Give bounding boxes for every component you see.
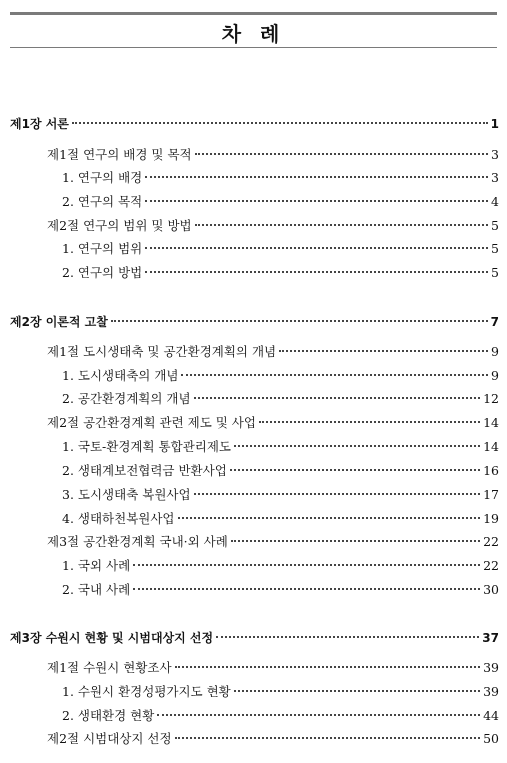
toc-label: 제2절 연구의 범위 및 방법 [47, 218, 192, 233]
toc-page: 22 [483, 558, 499, 573]
toc-subsection[interactable] [62, 263, 499, 281]
toc-subsection[interactable] [62, 461, 499, 479]
dot-leader [279, 350, 488, 352]
toc-page: 4 [491, 194, 499, 209]
toc-label: 제2절 공간환경계획 관련 제도 및 사업 [47, 415, 256, 430]
dot-leader [145, 200, 488, 202]
toc-label: 2. 생태계보전협력금 반환사업 [62, 463, 227, 478]
toc-subsection[interactable] [62, 192, 499, 210]
toc-label: 1. 도시생태축의 개념 [62, 368, 179, 383]
toc-subsection[interactable] [62, 556, 499, 574]
toc-page: 5 [491, 218, 499, 233]
toc-label: 2. 연구의 방법 [62, 265, 143, 280]
toc-section[interactable] [47, 145, 499, 163]
toc-page: 14 [483, 415, 499, 430]
toc-subsection[interactable] [62, 509, 499, 527]
toc-page: 3 [491, 147, 499, 162]
toc-page: 1 [490, 117, 499, 131]
toc-chapter-2[interactable] [10, 313, 499, 330]
toc-page: 5 [491, 265, 499, 280]
toc-subsection[interactable] [62, 437, 499, 455]
toc-label: 제1절 연구의 배경 및 목적 [47, 147, 192, 162]
toc-subsection[interactable] [62, 682, 499, 700]
toc-subsection[interactable] [62, 485, 499, 503]
dot-leader [175, 737, 481, 739]
dot-leader [145, 271, 488, 273]
toc-section[interactable] [47, 658, 499, 676]
toc-page: 3 [491, 170, 499, 185]
toc-subsection[interactable] [62, 168, 499, 186]
dot-leader [234, 445, 480, 447]
toc-label: 2. 공간환경계획의 개념 [62, 391, 191, 406]
toc-page: 37 [482, 631, 499, 645]
top-rule [10, 12, 497, 15]
toc-page: 19 [483, 511, 499, 526]
toc-page: 44 [483, 708, 499, 723]
toc-subsection[interactable] [62, 366, 499, 384]
dot-leader [234, 690, 480, 692]
toc-label: 제2장 이론적 고찰 [10, 315, 108, 329]
toc-section[interactable] [47, 532, 499, 550]
toc-page: 14 [483, 439, 499, 454]
toc-label: 1. 연구의 배경 [62, 170, 143, 185]
toc-chapter-1[interactable] [10, 115, 499, 132]
dot-leader [195, 224, 488, 226]
toc-page: 50 [483, 731, 499, 746]
toc-label: 1. 연구의 범위 [62, 241, 143, 256]
toc-page: 7 [490, 315, 499, 329]
toc-label: 제2절 시범대상지 선정 [47, 731, 172, 746]
dot-leader [181, 374, 488, 376]
toc-label: 2. 생태환경 현황 [62, 708, 155, 723]
toc-section[interactable] [47, 413, 499, 431]
toc-label: 4. 생태하천복원사업 [62, 511, 175, 526]
toc-section[interactable] [47, 729, 499, 747]
toc-page: 9 [491, 344, 499, 359]
dot-leader [157, 714, 480, 716]
toc-page: 9 [491, 368, 499, 383]
toc-page: 17 [483, 487, 499, 502]
toc-subsection[interactable] [62, 580, 499, 598]
title-underline [10, 47, 497, 48]
dot-leader [175, 666, 481, 668]
dot-leader [145, 176, 488, 178]
toc-label: 2. 국내 사례 [62, 582, 131, 597]
dot-leader [194, 397, 481, 399]
dot-leader [216, 636, 479, 638]
toc-label: 제1절 수원시 현황조사 [47, 660, 172, 675]
toc-label: 1. 국외 사례 [62, 558, 131, 573]
dot-leader [111, 320, 488, 322]
dot-leader [72, 122, 488, 124]
dot-leader [259, 421, 480, 423]
dot-leader [231, 540, 480, 542]
toc-subsection[interactable] [62, 239, 499, 257]
page-title: 차 례 [221, 22, 286, 46]
dot-leader [133, 564, 480, 566]
toc-section[interactable] [47, 216, 499, 234]
toc-label: 제1장 서론 [10, 117, 69, 131]
toc-subsection[interactable] [62, 389, 499, 407]
dot-leader [230, 469, 480, 471]
toc-page: 5 [491, 241, 499, 256]
toc-section[interactable] [47, 342, 499, 360]
toc-page: 16 [483, 463, 499, 478]
dot-leader [133, 588, 480, 590]
toc-subsection[interactable] [62, 706, 499, 724]
toc-page: 30 [483, 582, 499, 597]
toc-label: 제1절 도시생태축 및 공간환경계획의 개념 [47, 344, 277, 359]
toc-page: 39 [483, 684, 499, 699]
dot-leader [178, 517, 481, 519]
toc-label: 2. 연구의 목적 [62, 194, 143, 209]
toc-chapter-3[interactable] [10, 629, 499, 646]
toc-page: 39 [483, 660, 499, 675]
toc-label: 1. 국토-환경계획 통합관리제도 [62, 439, 231, 454]
dot-leader [195, 153, 488, 155]
toc-label: 제3장 수원시 현황 및 시범대상지 선정 [10, 631, 214, 645]
toc-label: 1. 수원시 환경성평가지도 현황 [62, 684, 231, 699]
toc-page: 22 [483, 534, 499, 549]
toc-page: 12 [483, 391, 499, 406]
toc-label: 제3절 공간환경계획 국내·외 사례 [47, 534, 228, 549]
toc-label: 3. 도시생태축 복원사업 [62, 487, 191, 502]
dot-leader [194, 493, 481, 495]
dot-leader [145, 247, 488, 249]
